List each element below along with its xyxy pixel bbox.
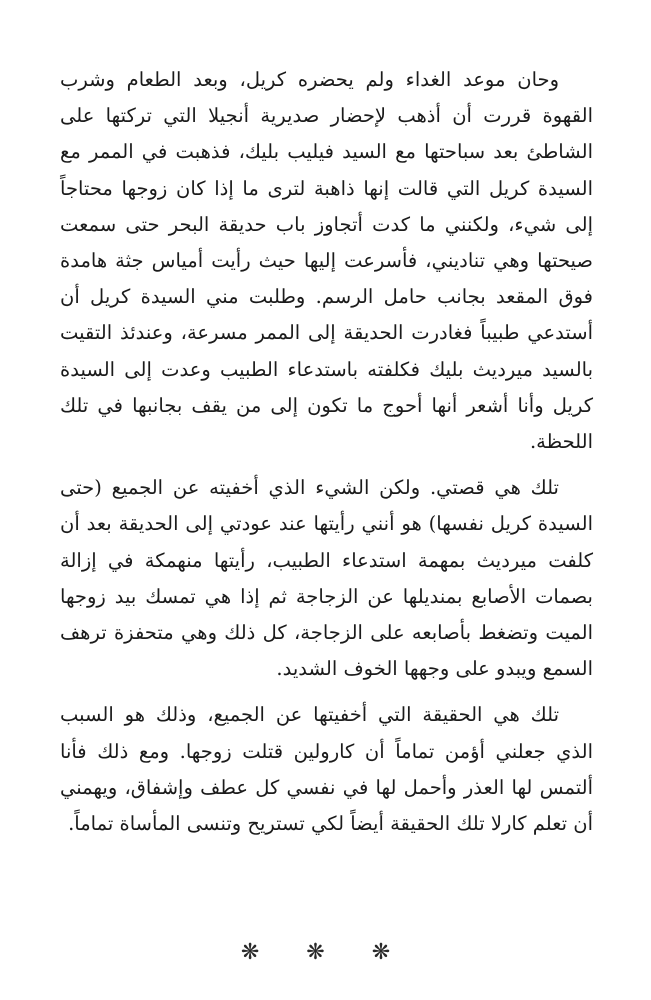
paragraph-3: تلك هي الحقيقة التي أخفيتها عن الجميع، وذلك هو السبب الذي جعلني أؤمن تماماً أن كارولين قتلت زوجها. ومع ذلك فأنا ألتمس لها العذر وأحمل لها في نفسي كل عطف وإشفاق، ويهمني أن تعلم كارلا تلك الحقيقة أيضاً لكي تستريح وتنسى المأساة تماماً. bbox=[60, 703, 593, 836]
paragraph-2: تلك هي قصتي. ولكن الشيء الذي أخفيته عن الجميع (حتى السيدة كريل نفسها) هو أنني رأيتها عند عودتي إلى الحديقة بعد أن كلفت ميرديث بمهمة استدعاء الطبيب، رأيتها منهمكة في إزالة بصمات الأصابع بمنديلها عن الزجاجة ثم إذا هي تمسك بيد زوجها الميت وتضغط بأصابعه على الزجاجة، كل ذلك وهي متحفزة ترهف السمع ويبدو على وجهها الخوف الشديد. bbox=[60, 476, 593, 681]
section-separator: ❋ ❋ ❋ bbox=[240, 940, 411, 965]
paragraph-1: وحان موعد الغداء ولم يحضره كريل، وبعد الطعام وشرب القهوة قررت أن أذهب لإحضار صديرية أنجيلا التي تركتها على الشاطئ بعد سباحتها مع السيد فيليب بليك، فذهبت في الممر مع السيدة كريل التي قالت إنها ذاهبة لترى ما إذا كان زوجها محتاجاً إلى شيء، ولكنني ما كدت أتجاوز باب حديقة البحر حتى سمعت صيحتها وهي تناديني، فأسرعت إليها حيث رأيت أمياس جثة هامدة فوق المقعد بجانب حامل الرسم. وطلبت مني السيدة كريل أن أستدعي طبيباً فغادرت الحديقة إلى الممر مسرعة، وعندئذ التقيت بالسيد ميرديث بليك فكلفته باستدعاء الطبيب وعدت إلى السيدة كريل وأنا أشعر أنها أحوج ما تكون إلى من يقف بجانبها في تلك اللحظة. bbox=[60, 68, 593, 454]
